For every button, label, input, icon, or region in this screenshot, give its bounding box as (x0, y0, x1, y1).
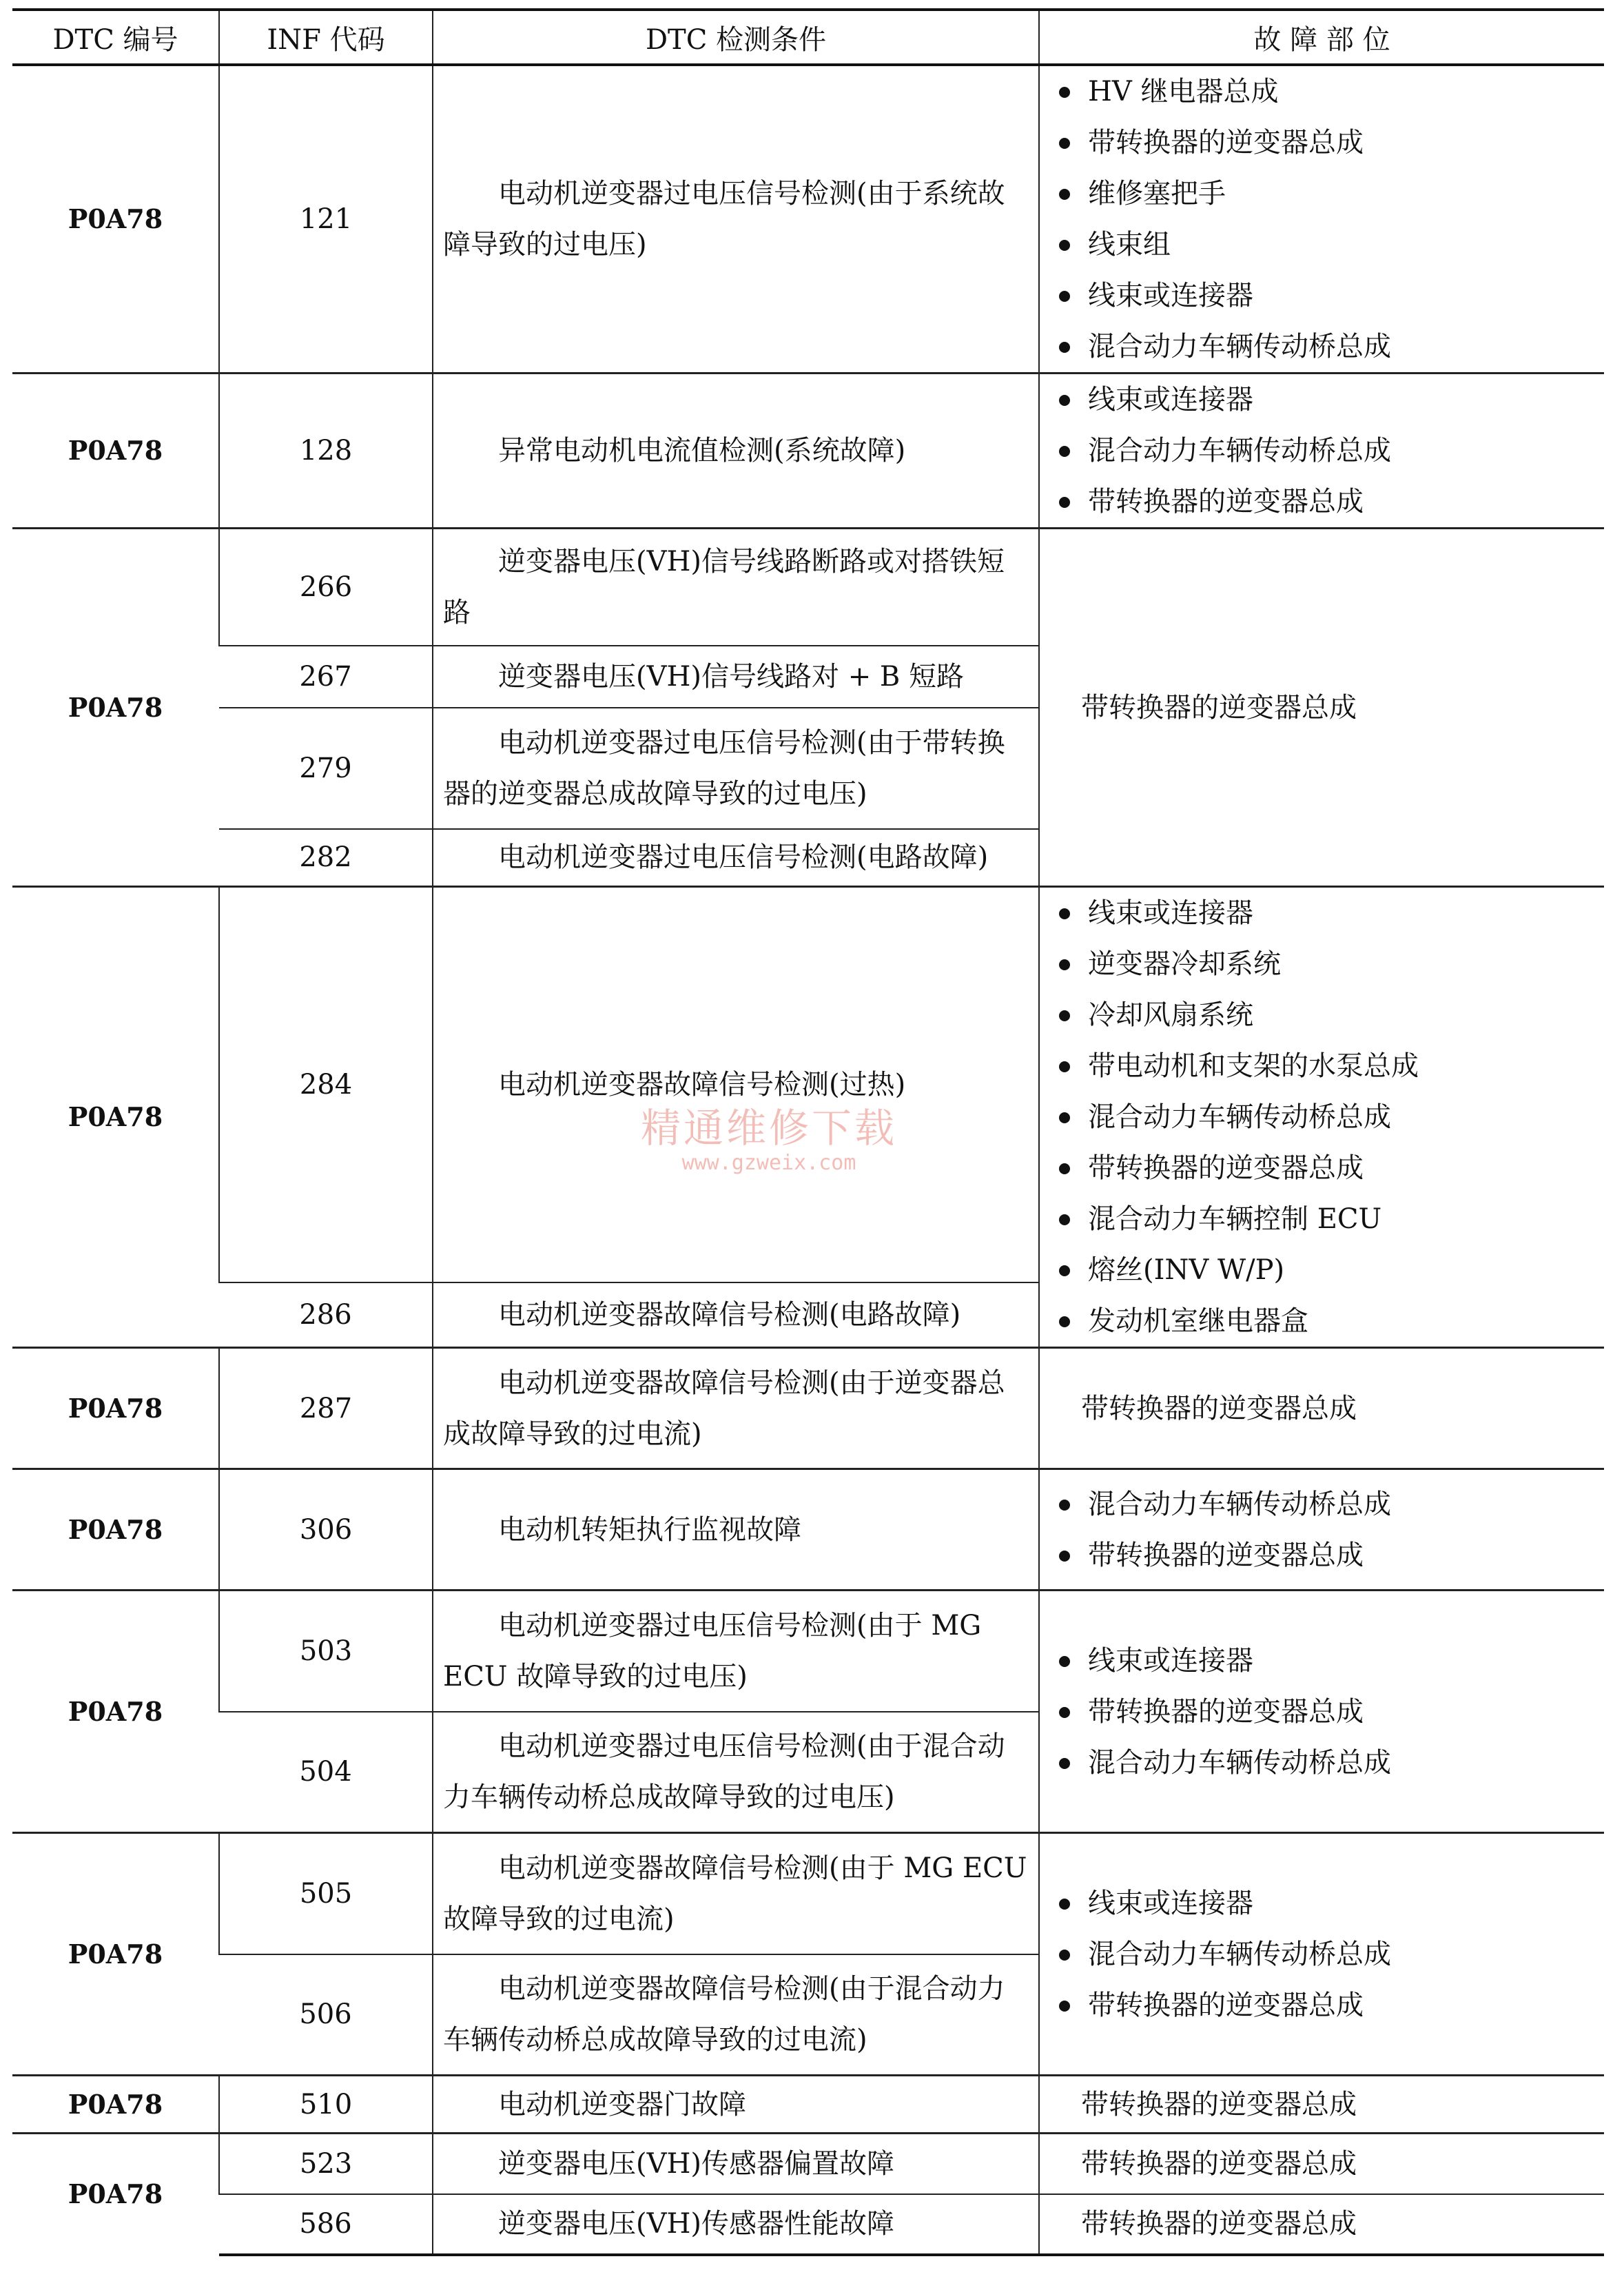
list-item: 熔丝(INV W/P) (1088, 1245, 1594, 1296)
dtc-code: P0A78 (12, 1469, 219, 1591)
table-row (12, 1833, 1604, 1954)
inf-code: 306 (219, 1469, 433, 1591)
inf-code: 279 (219, 708, 433, 829)
header-inf: INF 代码 (219, 10, 433, 65)
list-item: 混合动力车辆控制 ECU (1088, 1194, 1594, 1245)
list-item: 逆变器冷却系统 (1088, 939, 1594, 990)
fault-location-list (1088, 888, 1594, 1347)
fault-location: 带转换器的逆变器总成 (1039, 2134, 1604, 2194)
list-item: 冷却风扇系统 (1088, 990, 1594, 1041)
fault-location (1039, 1833, 1604, 2076)
inf-code: 121 (219, 65, 433, 374)
inf-code: 504 (219, 1712, 433, 1833)
list-item: 线束或连接器 (1088, 1635, 1594, 1686)
inf-code: 506 (219, 1954, 433, 2076)
detection-condition: 电动机逆变器故障信号检测(由于混合动力车辆传动桥总成故障导致的过电流) (433, 1954, 1039, 2076)
fault-location: 带转换器的逆变器总成 (1039, 2076, 1604, 2134)
table-row (12, 529, 1604, 646)
list-item: 混合动力车辆传动桥总成 (1088, 1929, 1594, 1980)
list-item: HV 继电器总成 (1088, 66, 1594, 117)
fault-location-list (1088, 66, 1594, 372)
detection-condition: 逆变器电压(VH)传感器性能故障 (433, 2194, 1039, 2255)
inf-code: 282 (219, 829, 433, 887)
list-item: 带电动机和支架的水泵总成 (1088, 1041, 1594, 1092)
dtc-code: P0A78 (12, 2076, 219, 2134)
fault-location (1039, 887, 1604, 1348)
header-condition: DTC 检测条件 (433, 10, 1039, 65)
table-row (12, 1348, 1604, 1469)
detection-condition: 电动机逆变器过电压信号检测(由于系统故障导致的过电压) (433, 65, 1039, 374)
list-item: 线束或连接器 (1088, 888, 1594, 939)
table-row (12, 887, 1604, 1283)
fault-location-list (1088, 374, 1594, 527)
inf-code: 523 (219, 2134, 433, 2194)
list-item: 线束或连接器 (1088, 1878, 1594, 1929)
fault-location (1039, 65, 1604, 374)
dtc-code: P0A78 (12, 2134, 219, 2255)
detection-condition: 逆变器电压(VH)信号线路断路或对搭铁短路 (433, 529, 1039, 646)
list-item: 线束或连接器 (1088, 270, 1594, 321)
header-dtc: DTC 编号 (12, 10, 219, 65)
dtc-code: P0A78 (12, 374, 219, 529)
detection-condition: 电动机逆变器故障信号检测(由于 MG ECU 故障导致的过电流) (433, 1833, 1039, 1954)
table-row (12, 1469, 1604, 1591)
list-item: 混合动力车辆传动桥总成 (1088, 1479, 1594, 1530)
dtc-code: P0A78 (12, 1833, 219, 2076)
table-row (12, 2194, 1604, 2255)
list-item: 线束或连接器 (1088, 374, 1594, 425)
list-item: 混合动力车辆传动桥总成 (1088, 1737, 1594, 1788)
detection-condition: 异常电动机电流值检测(系统故障) (433, 374, 1039, 529)
table-row (12, 1591, 1604, 1712)
list-item: 带转换器的逆变器总成 (1088, 1686, 1594, 1737)
fault-location: 带转换器的逆变器总成 (1039, 1348, 1604, 1469)
fault-location (1039, 1469, 1604, 1591)
list-item: 带转换器的逆变器总成 (1088, 1530, 1594, 1581)
table-row (12, 65, 1604, 374)
table-row (12, 2076, 1604, 2134)
fault-location (1039, 374, 1604, 529)
detection-condition: 逆变器电压(VH)信号线路对 + B 短路 (433, 646, 1039, 708)
fault-location-list (1088, 1479, 1594, 1581)
fault-location: 带转换器的逆变器总成 (1039, 2194, 1604, 2255)
list-item: 混合动力车辆传动桥总成 (1088, 1092, 1594, 1143)
header-location: 故 障 部 位 (1039, 10, 1604, 65)
dtc-code: P0A78 (12, 1348, 219, 1469)
inf-code: 505 (219, 1833, 433, 1954)
detection-condition: 电动机逆变器故障信号检测(由于逆变器总成故障导致的过电流) (433, 1348, 1039, 1469)
dtc-code: P0A78 (12, 887, 219, 1348)
inf-code: 266 (219, 529, 433, 646)
detection-condition: 电动机转矩执行监视故障 (433, 1469, 1039, 1591)
detection-condition: 电动机逆变器过电压信号检测(由于 MG ECU 故障导致的过电压) (433, 1591, 1039, 1712)
list-item: 混合动力车辆传动桥总成 (1088, 321, 1594, 372)
inf-code: 128 (219, 374, 433, 529)
fault-location-list (1088, 1878, 1594, 2031)
detection-condition: 电动机逆变器门故障 (433, 2076, 1039, 2134)
fault-location (1039, 1591, 1604, 1833)
dtc-code: P0A78 (12, 529, 219, 887)
inf-code: 284 (219, 887, 433, 1283)
table-row (12, 374, 1604, 529)
dtc-code: P0A78 (12, 65, 219, 374)
detection-condition: 电动机逆变器过电压信号检测(由于混合动力车辆传动桥总成故障导致的过电压) (433, 1712, 1039, 1833)
fault-location: 带转换器的逆变器总成 (1039, 529, 1604, 887)
watermark-url: www.gzweix.com (681, 1151, 856, 1175)
list-item: 带转换器的逆变器总成 (1088, 1143, 1594, 1194)
inf-code: 267 (219, 646, 433, 708)
inf-code: 503 (219, 1591, 433, 1712)
table-row (12, 2134, 1604, 2194)
list-item: 带转换器的逆变器总成 (1088, 117, 1594, 168)
list-item: 线束组 (1088, 219, 1594, 270)
inf-code: 286 (219, 1282, 433, 1347)
watermark (641, 1096, 897, 1175)
list-item: 发动机室继电器盒 (1088, 1296, 1594, 1347)
dtc-code: P0A78 (12, 1591, 219, 1833)
inf-code: 510 (219, 2076, 433, 2134)
detection-condition: 电动机逆变器过电压信号检测(由于带转换器的逆变器总成故障导致的过电压) (433, 708, 1039, 829)
detection-condition: 逆变器电压(VH)传感器偏置故障 (433, 2134, 1039, 2194)
list-item: 带转换器的逆变器总成 (1088, 1980, 1594, 2031)
detection-condition: 电动机逆变器故障信号检测(电路故障) (433, 1282, 1039, 1347)
list-item: 维修塞把手 (1088, 168, 1594, 219)
fault-location-list (1088, 1635, 1594, 1788)
list-item: 混合动力车辆传动桥总成 (1088, 425, 1594, 476)
header-row (12, 10, 1604, 65)
detection-condition: 电动机逆变器过电压信号检测(电路故障) (433, 829, 1039, 887)
detection-condition: 电动机逆变器故障信号检测(过热) (433, 887, 1039, 1283)
watermark-title: 精通维修下载 (641, 1105, 898, 1152)
inf-code: 287 (219, 1348, 433, 1469)
list-item: 带转换器的逆变器总成 (1088, 476, 1594, 527)
inf-code: 586 (219, 2194, 433, 2255)
